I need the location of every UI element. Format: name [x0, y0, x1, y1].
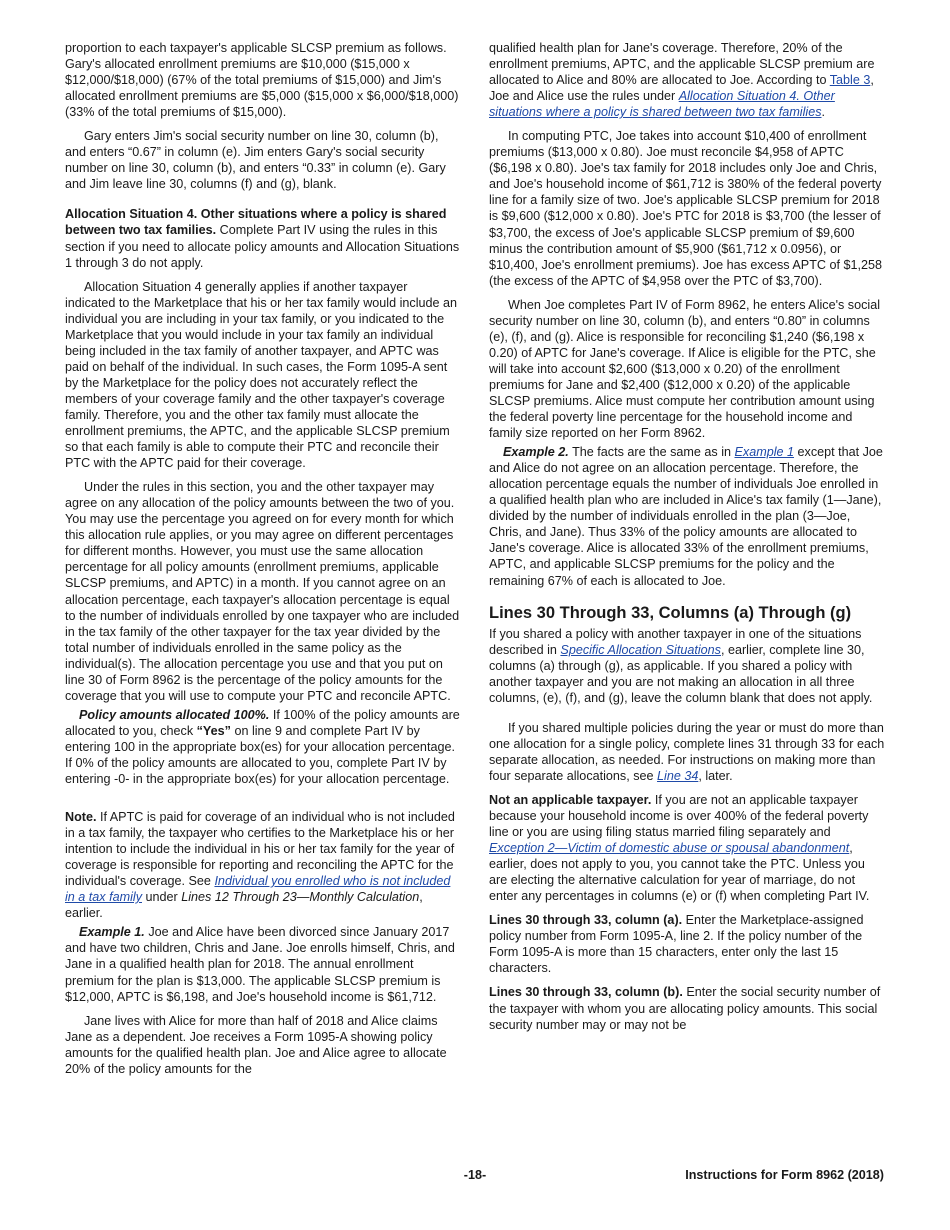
text: If you shared a policy with another taxpayer in one of the situations described in: [489, 626, 862, 657]
paragraph: [489, 626, 885, 706]
page-number: -18-: [463, 1168, 487, 1182]
column-a-paragraph: [489, 912, 885, 976]
example-2-paragraph: [489, 444, 885, 588]
text: The facts are the same as in: [572, 445, 731, 460]
policy-amounts-heading: Policy amounts allocated 100%.: [79, 707, 270, 722]
allocation-situation-4-link[interactable]: Allocation Situation 4. Other situations where a policy is shared between two tax families: [489, 89, 835, 120]
allocation-situation-4-heading: Allocation Situation 4. Other situations where a policy is shared between two tax families.: [65, 207, 447, 238]
paragraph: In computing PTC, Joe takes into account $10,400 of enrollment premiums ($13,000 x 0.80). Joe must reconcile $4,958 of APTC ($6,198 x 0.80). Joe's tax family for 2018 includes only Joe and Chris, and Joe's household income of $61,712 is 380% of the federal poverty line for a family size of two. Joe's applicable SLCSP premium for 2018 is $9,600 ($12,000 x 0.80). Joe's PTC for 2018 is $3,700 (the lesser of $3,700, the excess of Joe's applicable SLCSP premium of $9,600 minus the contribution amount of $5,900 ($61,712 x 0.0956), or $10,400, Joe's enrollment premiums). Joe has excess APTC of $1,258 (the excess of the APTC of $4,958 over the PTC of $3,700).: [489, 129, 883, 288]
example-1-link[interactable]: Example 1: [734, 445, 795, 460]
text: Enter the Marketplace-assigned policy number from Form 1095-A, line 2. If the policy number of the Form 1095-A is more than 15 characters, enter only the last 15 characters.: [489, 913, 864, 976]
text: If you shared multiple policies during the year or must do more than one allocation for a single policy, complete lines 31 through 33 for each separate allocation, as needed. For instructions on making more than four separate allocations, see: [489, 720, 885, 783]
document-title: Instructions for Form 8962 (2018): [685, 1168, 884, 1182]
text: If APTC is paid for coverage of an individual who is not included in a tax family, the taxpayer who certifies to the Marketplace his or her intention to include the individual in his or her tax family for the year of coverage is responsible for reporting and reconciling the APTC for the individual's coverage. See: [65, 810, 455, 889]
text: except that Joe and Alice do not agree on an allocation percentage. Therefore, the allocation percentage equals the number of individuals Joe enrolled in a qualified health plan who are included in Alice's tax family (1—Jane), divided by the number of individuals enrolled in the plan (3—Joe, Chris, and Jane). Thus 33% of the policy amounts are allocated to Jane's coverage. Alice is allocated 33% of the enrollment premiums, APTC, and applicable SLCSP premiums for the policy and the remaining 67% of each is allocated to Joe.: [489, 445, 883, 588]
text: on line 9 and complete Part IV by entering 100 in the appropriate box(es) for your allocation percentage. If 0% of the policy amounts are allocated to you, complete Part IV by entering -0- in the appropriate box(es) for your allocation percentage.: [65, 723, 455, 787]
column-b-paragraph: [489, 984, 885, 1032]
text: , earlier, does not apply to you, you cannot take the PTC. Unless you are electing the alternative calculation for year of marriage, do not enter any percentages in columns (e) or (f) when completing Part IV.: [489, 841, 870, 904]
text: .: [821, 105, 825, 120]
text: If 100% of the policy amounts are allocated to you, check: [65, 707, 460, 738]
left-column: [65, 40, 461, 1085]
example-1-heading: Example 1.: [79, 925, 145, 940]
text: qualified health plan for Jane's coverage. Therefore, 20% of the enrollment premiums, APTC, and the applicable SLCSP premium are allocated to Alice and 80% are allocated to Joe. According to: [489, 41, 875, 88]
paragraph: Allocation Situation 4 generally applies if another taxpayer indicated to the Marketplace that his or her tax family would include an individual you are including in your tax family, or you indicated to the Marketplace that you would include in your tax family an individual being included in the tax family of another taxpayer, and APTC was paid on behalf of the individual. In such cases, the Form 1095-A sent by the Marketplace for the policy does not accurately reflect the members of your coverage family and the other taxpayer's coverage family. Therefore, you and the other tax family must allocate the enrollment premiums, the APTC, and the applicable SLCSP premium so that each family is able to compute their PTC and reconcile their PTC with the APTC paid for their coverage.: [65, 279, 458, 471]
specific-allocation-situations-link[interactable]: Specific Allocation Situations: [560, 642, 721, 657]
column-b-heading: Lines 30 through 33, column (b).: [489, 985, 683, 1000]
exception-2-link[interactable]: Exception 2—Victim of domestic abuse or spousal abandonment: [489, 841, 850, 856]
example-2-heading: Example 2.: [503, 445, 569, 460]
individual-not-in-tax-family-link[interactable]: Individual you enrolled who is not included in a tax family: [65, 874, 451, 905]
text: , Joe and Alice use the rules under: [489, 73, 874, 104]
paragraph: Under the rules in this section, you and the other taxpayer may agree on any allocation of the policy amounts between the two of you. You may use the percentage you agreed on for every month for which this allocation rule applies, or you may agree on different percentages for different months. However, you must use the same allocation percentage for all policy amounts (enrollment premiums, applicable SLCSP premiums, and APTC) in a month. If you cannot agree on an allocation percentage, each taxpayer's allocation percentage is equal to the number of individuals enrolled by one taxpayer who are included in the tax family of the other taxpayer for the tax year divided by the total number of individuals enrolled in the same policy as the individual(s). The allocation percentage you use and that you put on line 30 of Form 8962 is the percentage of the policy amounts for the coverage that you will use to compute your PTC and reconcile APTC.: [65, 480, 460, 703]
note-paragraph: [65, 809, 461, 921]
paragraph: When Joe completes Part IV of Form 8962, he enters Alice's social security number on line 30, column (b), and enters “0.80” in columns (e), (f), and (g). Alice is responsible for reconciling $1,240 ($6,198 x 0.20) of APTC for Jane's coverage. If Alice is eligible for the PTC, she will take into account $2,600 ($13,000 x 0.20) of the enrollment premiums for Jane and $2,400 ($12,000 x 0.20) of the applicable SLCSP premiums. Alice must compute her contribution amount using the federal poverty line percentage for the household income and family size reported on her Form 8962.: [489, 297, 880, 441]
paragraph: [489, 720, 885, 784]
line-34-link[interactable]: Line 34: [657, 768, 699, 783]
text: “Yes”: [196, 723, 231, 738]
table-3-link[interactable]: Table 3: [829, 73, 871, 88]
allocation-situation-4-paragraph: [65, 206, 461, 270]
column-a-heading: Lines 30 through 33, column (a).: [489, 913, 683, 928]
text: If you are not an applicable taxpayer because your household income is over 400% of the federal poverty line or you are using filing status married filing separately and: [489, 792, 869, 840]
paragraph: Jane lives with Alice for more than half of 2018 and Alice claims Jane as a dependent. Joe receives a Form 1095-A showing policy amounts for the qualified health plan. Joe and Alice agree to allocate 20% of the policy amounts for the: [65, 1013, 447, 1076]
text: Lines 12 Through 23—Monthly Calculation: [181, 890, 420, 905]
text: Enter the social security number of the taxpayer with whom you are allocating policy amounts. This social security number may or may not be: [489, 985, 881, 1032]
text: , earlier.: [65, 890, 423, 921]
section-heading: Lines 30 Through 33, Columns (a) Through (g): [489, 603, 852, 622]
text: , earlier, complete line 30, columns (a) through (g), as applicable. If you shared a policy with another taxpayer and you are not making an allocation in all three columns, (e), (f), and (g), leave the column blank that does not apply.: [489, 642, 873, 705]
not-applicable-taxpayer-paragraph: [489, 792, 885, 904]
text: Joe and Alice have been divorced since January 2017 and have two children, Chris and Jane. Joe enrolls himself, Chris, and Jane in a qualified health plan for 2018. The annual enrollment premium for the plan is $13,000. The applicable SLCSP premium is $12,000, APTC is $6,198, and Joe's household income is $61,712.: [65, 925, 455, 1004]
paragraph: [489, 40, 885, 120]
paragraph: Gary enters Jim's social security number on line 30, column (b), and enters “0.67” in column (e). Jim enters Gary's social security number on line 30, column (b), and enters “0.33” in column (e). Gary and Jim leave line 30, columns (f) and (g), blank.: [65, 129, 446, 192]
example-1-paragraph: [65, 924, 461, 1004]
paragraph: proportion to each taxpayer's applicable SLCSP premium as follows. Gary's allocated enrollment premiums are $10,000 ($15,000 x $12,000/$18,000) (67% of the total premiums of $15,000) and Jim's allocated enrollment premiums are $5,000 ($15,000 x $6,000/$18,000) (33% of the total premiums of $15,000).: [65, 41, 459, 120]
text: under: [145, 890, 178, 905]
text: , later.: [698, 768, 733, 783]
not-applicable-taxpayer-heading: Not an applicable taxpayer.: [489, 792, 652, 807]
note-heading: Note.: [65, 810, 97, 825]
policy-amounts-paragraph: [65, 707, 461, 787]
text: Complete Part IV using the rules in this section if you need to allocate policy amounts and Allocation Situations 1 through 3 do not apply.: [65, 223, 460, 270]
right-column: [489, 40, 885, 1041]
